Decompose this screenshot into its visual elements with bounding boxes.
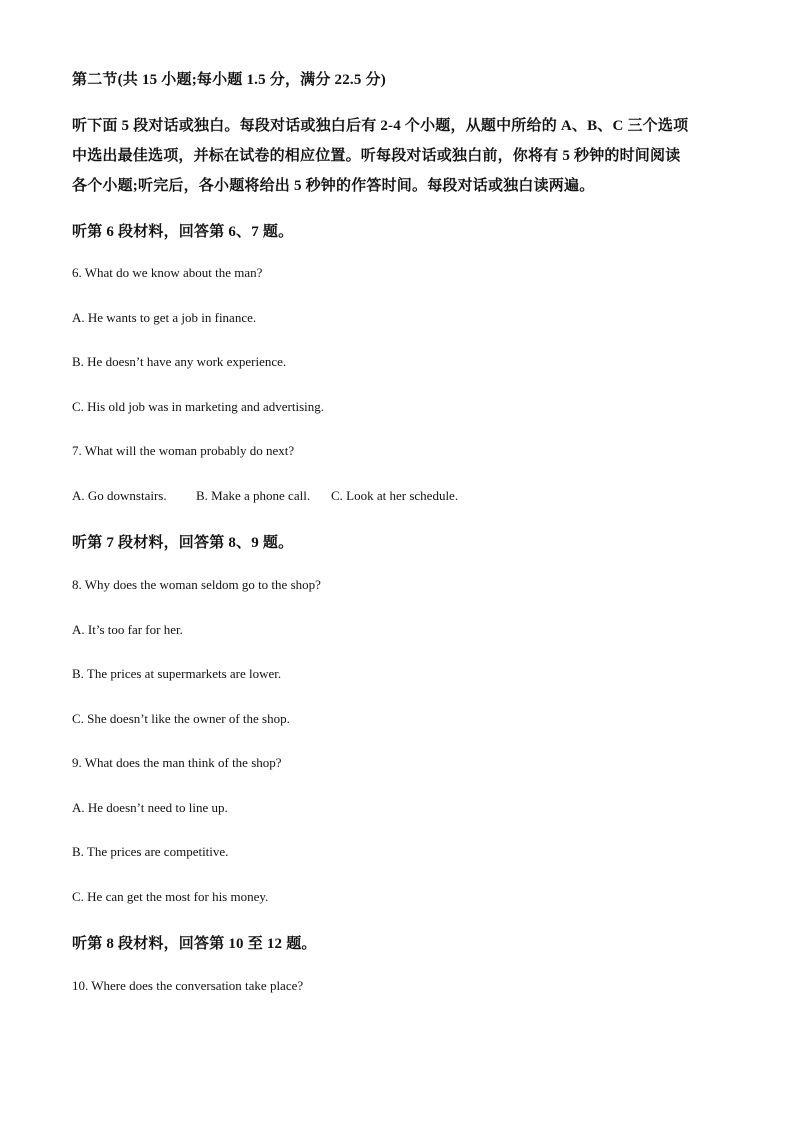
question-option: C. He can get the most for his money.: [72, 889, 269, 904]
question-stem: 9. What does the man think of the shop?: [72, 755, 282, 770]
passage-heading: 听第 7 段材料，回答第 8、9 题。: [72, 535, 294, 551]
question-option: A. Go downstairs.: [72, 488, 167, 503]
instructions-line-1: 听下面 5 段对话或独白。每段对话或独白后有 2-4 个小题，从题中所给的 A、B、C 三个选项: [72, 118, 689, 134]
passage-heading: 听第 6 段材料，回答第 6、7 题。: [72, 224, 294, 240]
question-option: C. She doesn’t like the owner of the shop.: [72, 711, 290, 726]
passage-heading: 听第 8 段材料，回答第 10 至 12 题。: [72, 936, 317, 952]
question-option: C. Look at her schedule.: [331, 488, 459, 503]
question-stem: 6. What do we know about the man?: [72, 265, 263, 280]
question-option: B. The prices at supermarkets are lower.: [72, 666, 282, 681]
question-option: A. He doesn’t need to line up.: [72, 800, 228, 815]
question-option: B. Make a phone call.: [196, 488, 311, 503]
instructions-line-2: 中选出最佳选项，并标在试卷的相应位置。听每段对话或独白前，你将有 5 秒钟的时间阅读: [72, 148, 681, 164]
question-option: A. He wants to get a job in finance.: [72, 310, 257, 325]
question-option: A. It’s too far for her.: [72, 622, 183, 637]
question-option: C. His old job was in marketing and advertising.: [72, 399, 325, 414]
question-stem: 8. Why does the woman seldom go to the shop?: [72, 577, 321, 592]
instructions-line-3: 各个小题;听完后，各小题将给出 5 秒钟的作答时间。每段对话或独白读两遍。: [72, 178, 595, 194]
question-option: B. He doesn’t have any work experience.: [72, 354, 287, 369]
question-option: B. The prices are competitive.: [72, 844, 229, 859]
question-stem: 7. What will the woman probably do next?: [72, 443, 295, 458]
question-stem: 10. Where does the conversation take place?: [72, 978, 304, 993]
question-options-row: [72, 488, 458, 504]
section-title: 第二节(共 15 小题;每小题 1.5 分，满分 22.5 分): [72, 72, 386, 88]
